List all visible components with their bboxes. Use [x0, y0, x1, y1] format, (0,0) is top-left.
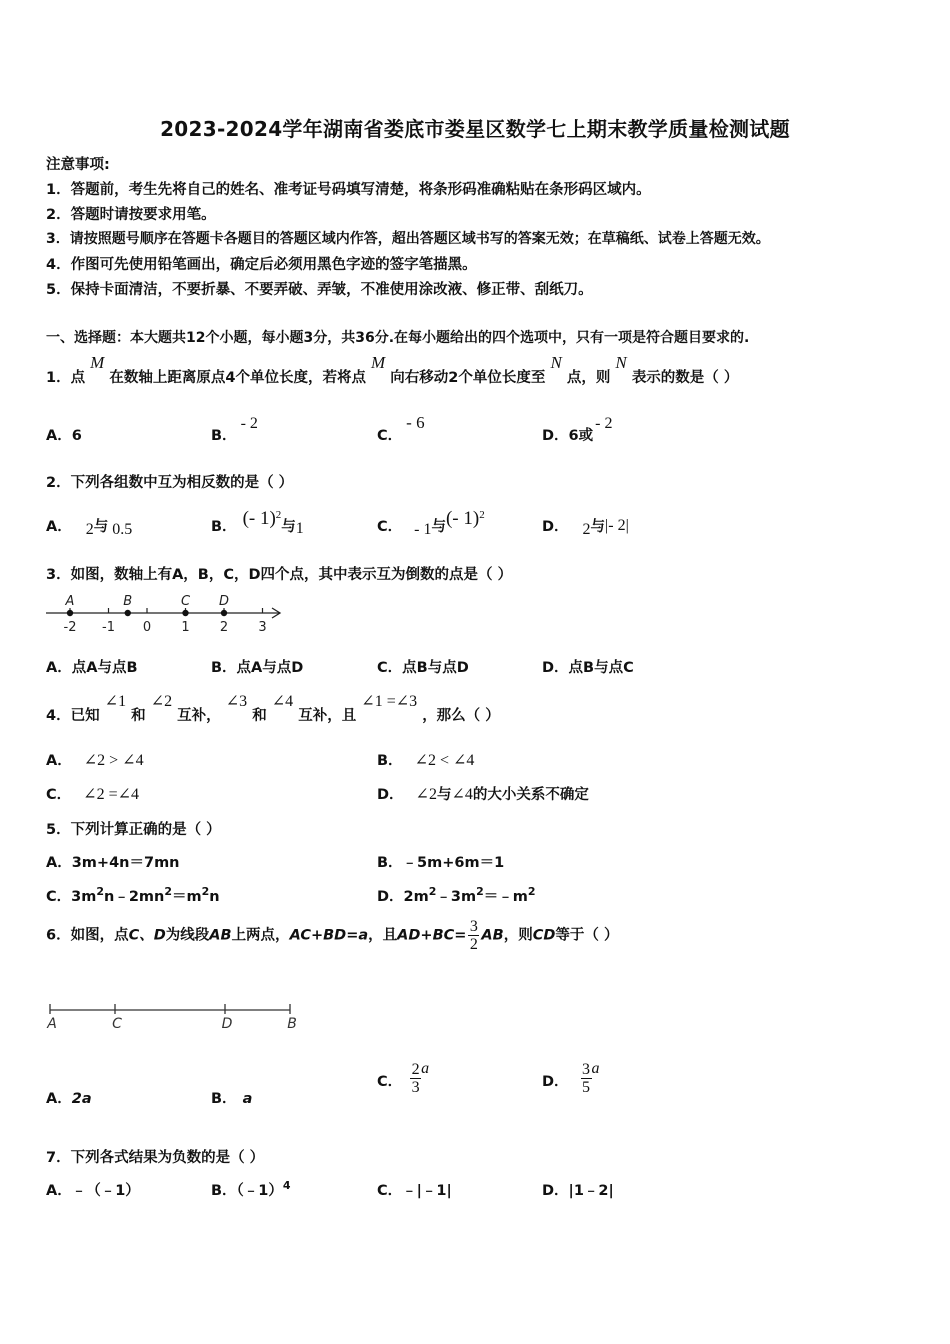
note-5: 5．保持卡面清洁，不要折暴、不要弄破、弄皱，不准使用涂改液、修正带、刮纸刀。 [46, 282, 593, 298]
q7-option-b [211, 1179, 291, 1200]
superscript: 4 [282, 1179, 291, 1193]
q6-option-a [46, 1087, 92, 1108]
tick-label: 0 [142, 620, 152, 635]
option-text: C．3m [46, 889, 97, 905]
q7-option-a: A．﹣（﹣1） [46, 1183, 140, 1199]
notes-heading: 注意事项: [46, 157, 110, 173]
q6-text: ，则 [503, 927, 533, 944]
q1-option-d [542, 415, 613, 445]
q2-option-c [377, 508, 485, 538]
segment-label-a: A [47, 1016, 57, 1032]
point-label-d: D [218, 594, 230, 609]
superscript: 2 [96, 885, 104, 899]
point-d [221, 610, 227, 616]
q3-option-b: B．点A与点D [211, 660, 304, 676]
option-text: 与 [431, 519, 446, 535]
q3-option-d: D．点B与点C [542, 660, 634, 676]
q1-text: 向右移动2个单位长度至 [390, 370, 546, 386]
point-b [125, 610, 131, 616]
option-text: 的大小关系不确定 [472, 787, 589, 803]
math-superscript: 2 [275, 509, 282, 522]
option-value: - 2 [595, 415, 613, 432]
option-text: 与 [93, 519, 109, 535]
option-value: ∠4 [451, 786, 473, 803]
segment-label-c: C [112, 1016, 122, 1032]
segment-label-b: B [287, 1016, 297, 1032]
option-text: 与 [590, 519, 606, 535]
math: |- 2| [605, 517, 629, 534]
q6-text: 6．如图，点 [46, 927, 129, 944]
option-label: B． [377, 753, 403, 769]
note-4: 4．作图可先使用铅笔画出，确定后必须用黑色字迹的签字笔描黑。 [46, 257, 477, 273]
q4-option-c [46, 783, 139, 804]
q6-text: 为线段 [165, 927, 210, 944]
option-label: A． [46, 519, 72, 535]
var-n: N [615, 353, 627, 372]
note-3: 3．请按照题号顺序在答题卡各题目的答题区域内作答，超出答题区域书写的答案无效；在草稿纸、试卷上答题无效。 [46, 231, 770, 247]
var-m: M [371, 353, 386, 372]
section-1-heading: 一、选择题：本大题共12个小题，每小题3分，共36分.在每小题给出的四个选项中，只有一项是符合题目要求的. [46, 330, 750, 346]
q6-text: 等于（ ） [555, 927, 619, 944]
tick-label: -1 [102, 620, 115, 635]
q6-option-c [377, 1061, 429, 1096]
point-c [182, 610, 188, 616]
q4-option-a [46, 749, 144, 770]
q6-text: ，且 [368, 927, 398, 944]
q6-option-b [211, 1087, 252, 1108]
q3-option-a: A．点A与点B [46, 660, 138, 676]
q4-text: 互补， [177, 708, 221, 724]
q2-option-b [211, 508, 304, 537]
option-value: ∠2 =∠4 [83, 786, 139, 803]
math: (- 1) [242, 508, 276, 529]
point-a [67, 610, 73, 616]
segment-points [46, 1004, 297, 1032]
option-value: ∠2 > ∠4 [83, 752, 144, 769]
angle: ∠2 [150, 693, 173, 710]
tick-label: 1 [181, 620, 190, 635]
option-text: 与 [436, 787, 452, 803]
tick-label: -2 [63, 620, 77, 635]
option-value: 2a [71, 1091, 92, 1107]
q6-option-d [542, 1061, 600, 1096]
angle-equation: ∠1 =∠3 [361, 693, 418, 710]
math: 2 [582, 521, 591, 538]
angle: ∠3 [225, 693, 248, 710]
q2-option-d [542, 515, 629, 536]
math: 1 [295, 520, 304, 537]
option-label: B． [211, 1091, 237, 1107]
segment-figure [40, 998, 310, 1038]
fraction-2-3 [410, 1061, 421, 1096]
q1-option-a: A．6 [46, 428, 82, 444]
option-text: 与 [281, 519, 296, 535]
q5-option-d [377, 885, 536, 906]
denominator: 2 [469, 936, 478, 953]
q5-option-a: A．3m+4n＝7mn [46, 855, 180, 871]
q6-math: AB [209, 927, 232, 944]
q3-option-c: C．点B与点D [377, 660, 469, 676]
numerator: 3 [582, 1061, 591, 1078]
q4-text: 和 [131, 708, 146, 724]
page-title: 2023-2024学年湖南省娄底市娄星区数学七上期末教学质量检测试题 [160, 117, 790, 141]
option-label: A． [46, 1091, 72, 1107]
fraction-3-5 [581, 1061, 592, 1096]
option-value: ∠2 < ∠4 [414, 752, 475, 769]
option-text: ＝﹣m [483, 889, 528, 905]
option-value: - 6 [406, 413, 425, 432]
question-1 [46, 352, 739, 386]
q6-math: AB [481, 927, 504, 944]
note-2: 2．答题时请按要求用笔。 [46, 207, 216, 223]
point-label-b: B [123, 594, 133, 609]
question-2: 2．下列各组数中互为相反数的是（ ） [46, 475, 294, 491]
q6-math: C、D [128, 927, 166, 944]
option-label: B． [211, 519, 237, 535]
q6-math: CD [532, 927, 556, 944]
numerator: 2 [411, 1061, 420, 1078]
option-label: C． [377, 1073, 403, 1090]
var-n: N [550, 353, 562, 372]
option-text: B．（﹣1） [211, 1183, 283, 1199]
q2-option-a [46, 515, 132, 536]
tick-label: 2 [219, 620, 229, 635]
superscript: 2 [476, 885, 484, 899]
superscript: 2 [201, 885, 210, 899]
q5-option-c [46, 885, 220, 906]
option-label: C． [377, 428, 403, 444]
option-label: D．6或 [542, 428, 594, 444]
option-text: n [209, 889, 220, 905]
q4-text: 4．已知 [46, 708, 100, 724]
math-superscript: 2 [479, 509, 485, 522]
option-text: n﹣2mn [104, 889, 165, 905]
q7-option-d: D．|1﹣2| [542, 1183, 614, 1199]
option-value: a [242, 1091, 253, 1107]
q1-text: 表示的数是（ ） [631, 370, 739, 386]
option-label: D． [542, 519, 569, 535]
superscript: 2 [428, 885, 437, 899]
option-value: ∠2 [415, 786, 437, 803]
math: 0.5 [112, 521, 133, 538]
number-line-ticks [64, 608, 267, 635]
superscript: 2 [527, 885, 536, 899]
q1-option-c [377, 413, 425, 445]
question-7: 7．下列各式结果为负数的是（ ） [46, 1150, 265, 1166]
option-label: D． [377, 787, 404, 803]
tick-label: 3 [258, 620, 267, 635]
option-label: C． [377, 519, 403, 535]
q7-option-c: C．﹣|﹣1| [377, 1183, 452, 1199]
option-label: A． [46, 753, 72, 769]
question-3: 3．如图，数轴上有A，B，C，D四个点，其中表示互为倒数的点是（ ） [46, 567, 513, 583]
option-value: - 2 [240, 415, 258, 432]
point-label-c: C [180, 594, 191, 609]
question-4 [46, 690, 500, 724]
denominator: 3 [411, 1079, 420, 1096]
q4-option-d [377, 783, 589, 804]
option-label: B． [211, 428, 237, 444]
q4-option-b [377, 749, 474, 770]
point-label-a: A [65, 594, 75, 609]
note-1: 1．答题前，考生先将自己的姓名、准考证号码填写清楚，将条形码准确粘贴在条形码区域内。 [46, 182, 651, 198]
math: 2 [85, 521, 94, 538]
option-text: ﹣3m [436, 889, 477, 905]
option-label: D． [542, 1073, 569, 1090]
q4-text: ，那么（ ） [422, 708, 500, 724]
option-value: a [591, 1059, 600, 1077]
superscript: 2 [164, 885, 172, 899]
segment-label-d: D [221, 1016, 233, 1032]
question-6 [46, 918, 618, 953]
q4-text: 互补，且 [298, 708, 357, 724]
question-5: 5．下列计算正确的是（ ） [46, 822, 221, 838]
angle: ∠4 [271, 693, 294, 710]
numerator: 3 [469, 918, 478, 935]
q1-text: 点，则 [566, 370, 611, 386]
q5-option-b: B．﹣5m+6m＝1 [377, 855, 505, 871]
number-line-figure [40, 590, 290, 635]
math: - 1 [414, 521, 432, 538]
denominator: 5 [582, 1079, 591, 1096]
option-value: a [421, 1059, 430, 1077]
q6-math: AD+BC= [397, 927, 467, 944]
option-label: C． [46, 787, 72, 803]
math: (- 1) [445, 508, 480, 529]
q1-text: 在数轴上距离原点4个单位长度，若将点 [109, 370, 366, 386]
q4-text: 和 [252, 708, 267, 724]
var-m: M [90, 353, 105, 372]
q6-text: 上两点， [231, 927, 290, 944]
option-text: ＝m [172, 889, 202, 905]
q1-option-b [211, 415, 258, 445]
option-text: D．2m [377, 889, 429, 905]
q6-math: AC+BD=a [289, 927, 369, 944]
angle: ∠1 [104, 693, 127, 710]
q1-text: 1．点 [46, 370, 86, 386]
fraction-3-2 [468, 918, 479, 953]
